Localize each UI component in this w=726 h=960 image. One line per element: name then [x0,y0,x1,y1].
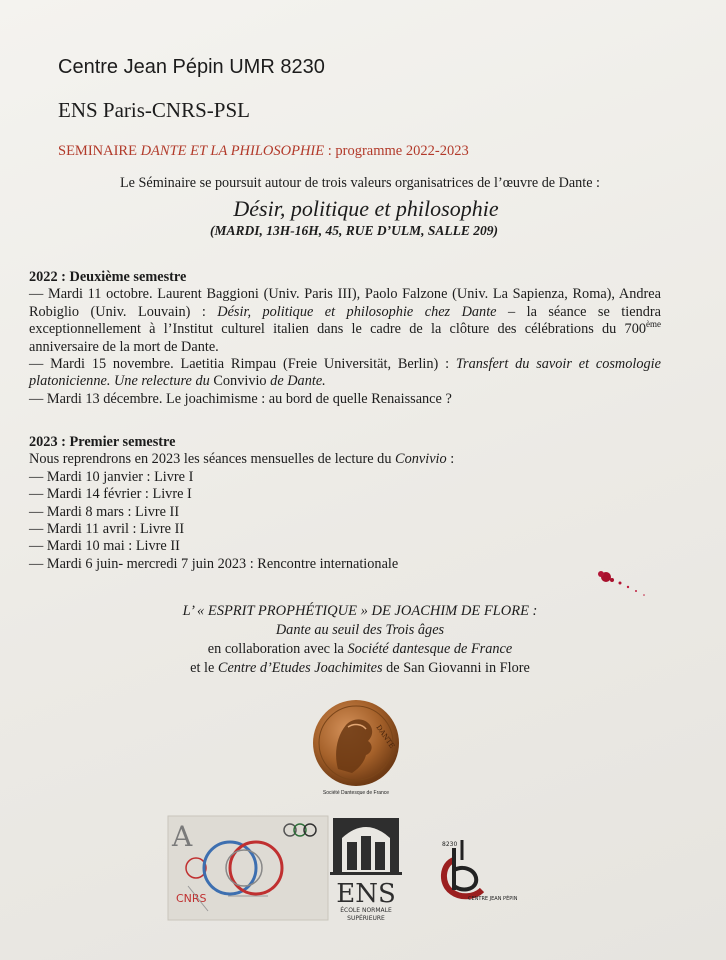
session-title: de Dante. [266,373,326,390]
medal-text: DANTE [374,723,397,750]
ens-sub2: SUPÉRIEURE [347,915,385,922]
psl-collage-logo [168,816,328,920]
cnrs-text: CNRS [176,892,207,905]
seminar-title: DANTE ET LA PHILOSOPHIE [140,143,325,159]
centre-org: Centre d’Etudes Joachimites [217,660,383,676]
sdf-medal-logo [308,697,404,789]
schedule-info: (MARDI, 13H-16H, 45, RUE D’ULM, SALLE 209) [210,223,499,238]
intro-text: Le Séminaire se poursuit autour de trois valeurs organisatrices de l’œuvre de Dante : [120,175,600,191]
session-text: — Mardi 11 octobre. Laurent Baggioni (Univ. Paris III), Paolo Falzone (Univ. La Sapienza, Roma), Andrea Robiglio (Univ. Louvain) : [29,286,661,320]
session-title: Désir, politique et philosophie chez Dante [217,303,497,320]
ens-logo [330,816,404,922]
session-text: — Mardi 15 novembre. Laetitia Rimpau (Freie Universität, Berlin) : [29,356,456,373]
superscript: ème [646,319,661,330]
session-item: — Mardi 10 janvier : Livre I [29,468,194,485]
cjp-logo [432,834,518,904]
conference-title: L’ « ESPRIT PROPHÉTIQUE » DE JOACHIM DE FLORE : [182,603,538,619]
session-title: Transfert du savoir et cosmologie platonicienne. Une relecture du [29,356,661,390]
centre-text: et le [190,660,218,676]
ens-name: ENS [336,879,396,909]
session-item: — Mardi 11 avril : Livre II [29,521,185,538]
conference-centre [0,660,720,677]
session-text: – la séance se tiendra exceptionnellement à l’Institut culturel italien dans le cadre de la clôture des célébrations du 700 [29,303,661,338]
intro-text: Nous reprendrons en 2023 les séances mensuelles de lecture du [29,451,396,468]
header-institutions: ENS Paris-CNRS-PSL [58,98,250,122]
session-item: — Mardi 6 juin- mercredi 7 juin 2023 : Rencontre internationale [29,555,399,572]
cjp-code: 8230 [442,841,458,848]
seminar-title-line [58,143,469,160]
centre-text: de San Giovanni in Flore [382,660,530,676]
intro-work: Convivio [395,451,447,468]
semester-2023 [29,434,661,573]
session-2022-december: — Mardi 13 décembre. Le joachimisme : au bord de quelle Renaissance ? [29,390,452,407]
session-item: — Mardi 8 mars : Livre II [29,503,180,520]
theme-title: Désir, politique et philosophie [233,196,499,221]
collab-text: en collaboration avec la [207,641,348,657]
session-2022-october [29,286,661,356]
semester-2022 [29,269,661,408]
semester-2023-heading: 2023 : Premier semestre [29,434,176,450]
cjp-text: CENTRE JEAN PÉPIN [468,896,518,902]
collab-org: Société dantesque de France [347,641,513,657]
semester-2022-heading: 2022 : Deuxième semestre [29,269,187,285]
intro-text: : [446,451,455,468]
conference-subtitle: Dante au seuil des Trois âges [275,622,445,638]
ens-sub1: ÉCOLE NORMALE [340,907,392,914]
session-work: Convivio [213,373,267,390]
session-text: anniversaire de la mort de Dante. [29,338,219,355]
session-item: — Mardi 14 février : Livre I [29,486,192,503]
semester-2023-intro [29,451,661,468]
session-item: — Mardi 10 mai : Livre II [29,538,180,555]
ink-stain [592,565,662,605]
session-2022-november [29,356,661,391]
conference-collab [0,641,720,658]
seminar-suffix: : programme 2022-2023 [324,143,469,159]
sdf-caption: Société Dantesque de France [322,790,390,796]
psl-letter: A [172,820,193,853]
seminar-prefix: SEMINAIRE [58,143,141,159]
header-centre: Centre Jean Pépin UMR 8230 [58,56,325,78]
